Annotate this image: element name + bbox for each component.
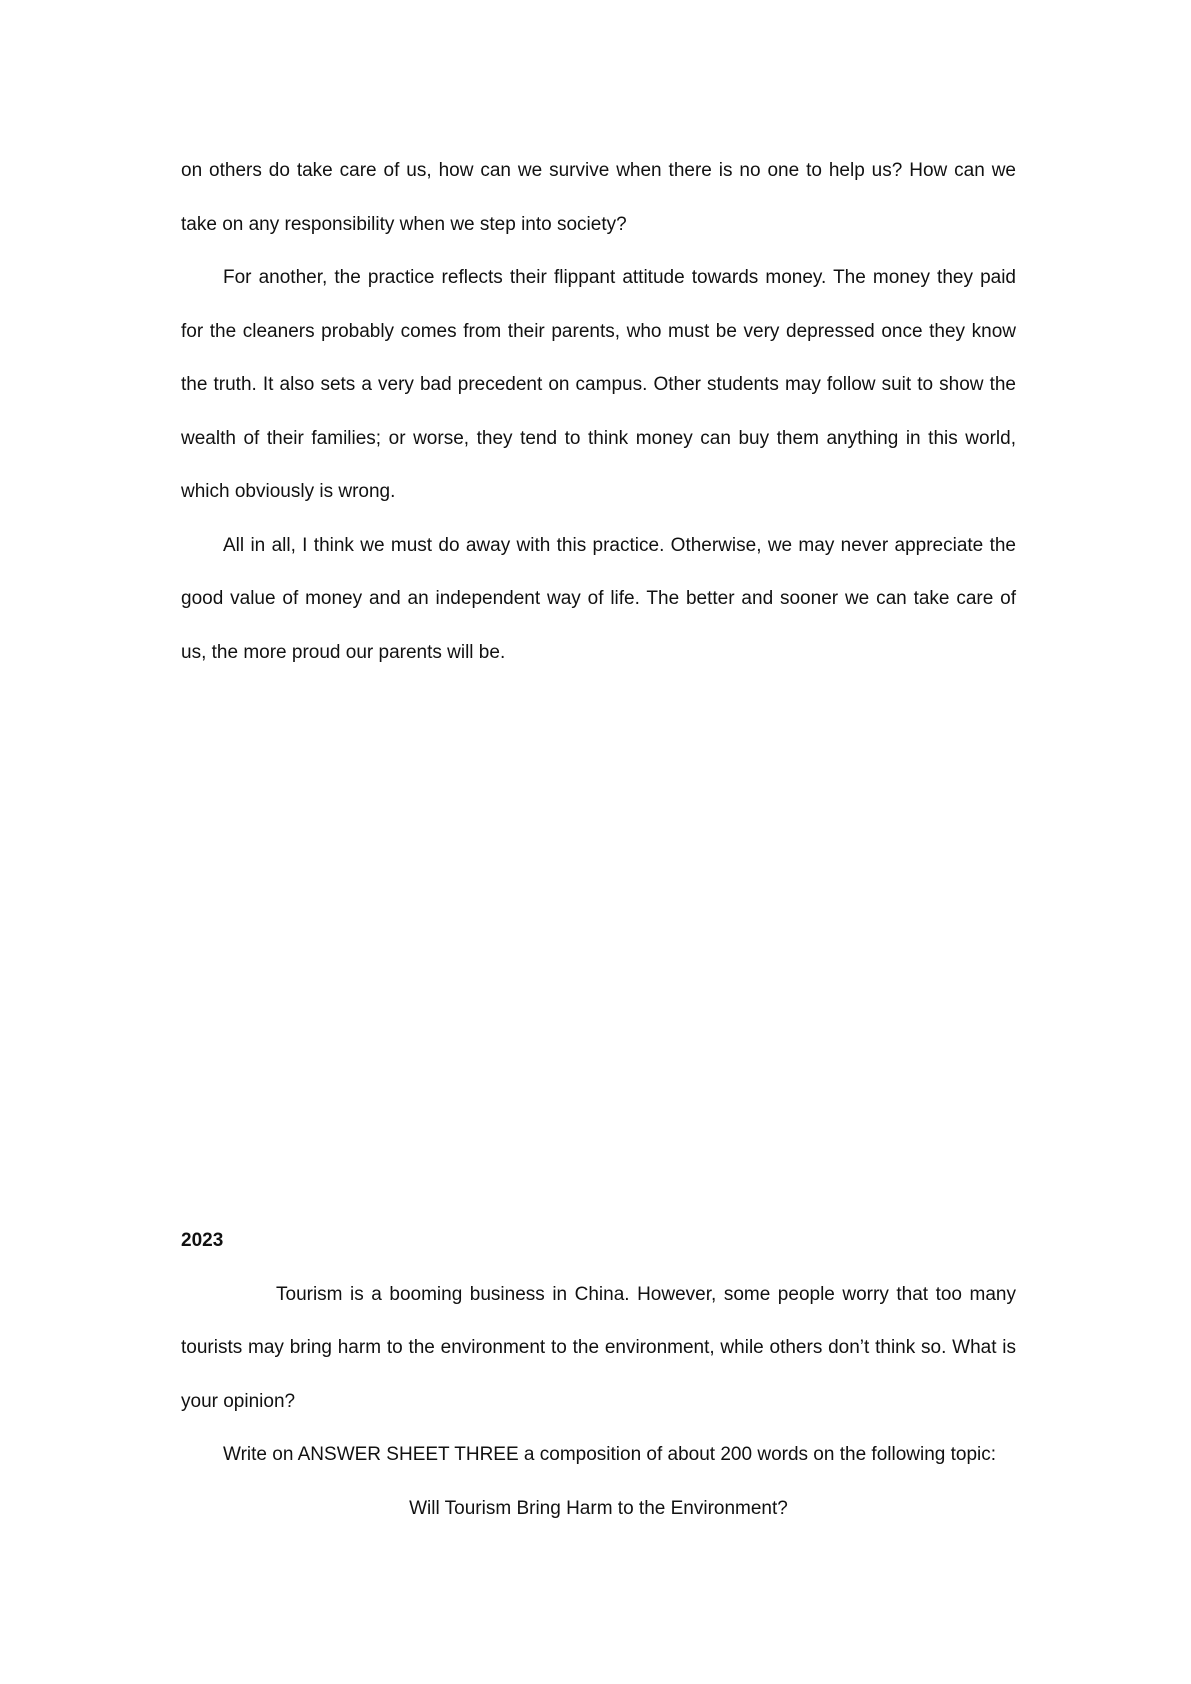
essay-paragraph-2: For another, the practice reflects their flippant attitude towards money. The money they paid for the cleaners probably comes from their parents, who must be very depressed once they know the truth. It also sets a very bad precedent on campus. Other students may follow suit to show the wealth of their families; or worse, they tend to think money can buy them anything in this world, which obviously is wrong. [181,267,1016,502]
essay-paragraph-3: All in all, I think we must do away with this practice. Otherwise, we may never appreciate the good value of money and an independent way of life. The better and sooner we can take care of us, the more proud our parents will be. [181,534,1016,663]
essay-paragraph-1: on others do take care of us, how can we survive when there is no one to help us? How can we take on any responsibility when we step into society? [181,160,1016,235]
writing-prompt: Tourism is a booming business in China. However, some people worry that too many tourists may bring harm to the environment to the environment, while others don’t think so. What is your opinion? [181,1283,1016,1412]
essay-continuation [181,144,1016,679]
topic-title: Will Tourism Bring Harm to the Environment? [409,1497,788,1519]
year-heading: 2023 [181,1230,224,1251]
section-2023 [181,1214,1016,1535]
writing-instruction: Write on ANSWER SHEET THREE a composition of about 200 words on the following topic: [223,1444,997,1465]
